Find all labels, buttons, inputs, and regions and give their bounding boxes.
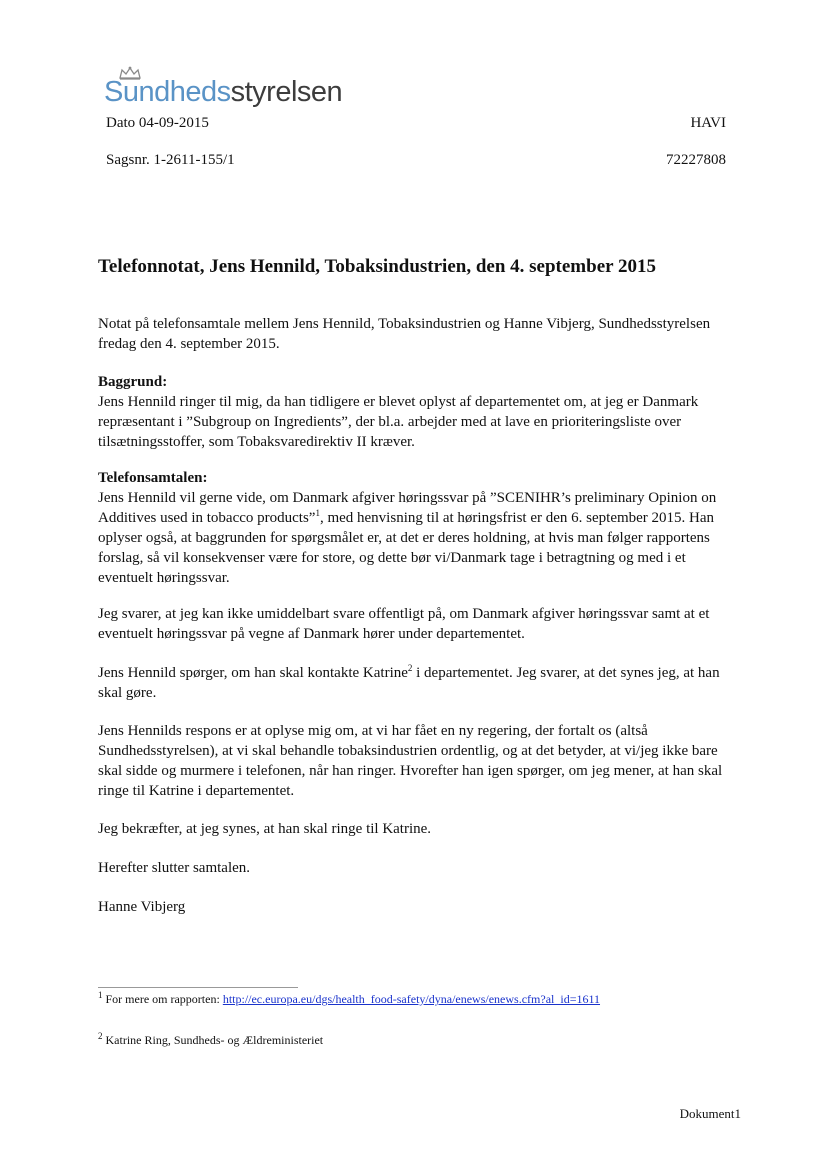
call-paragraph-5: Jeg bekræfter, at jeg synes, at han skal ringe til Katrine. xyxy=(98,821,432,837)
case-number: Sagsnr. 1-2611-155/1 xyxy=(106,152,235,168)
footnote-1-number: 1 xyxy=(98,990,103,1000)
signature: Hanne Vibjerg xyxy=(98,899,186,915)
call-paragraph-4: Jens Hennilds respons er at oplyse mig om, at vi har fået en ny regering, der fortalt os (altså Sundhedsstyrelsen), at vi skal behandle tobaksindustrien ordentlig, og at det betyder, at vi/jeg ikke bare skal sidde og murmere i telefonen, når han ringer. Hvorefter han igen spørger, om jeg mener, at han skal ringe til Katrine i departementet. xyxy=(98,723,723,799)
document-id: 72227808 xyxy=(666,152,726,168)
footnote-2-number: 2 xyxy=(98,1031,103,1041)
call-paragraph-1 xyxy=(98,488,734,588)
call-heading: Telefonsamtalen: xyxy=(98,470,208,486)
document-date: Dato 04-09-2015 xyxy=(106,115,209,131)
background-text: Jens Hennild ringer til mig, da han tidligere er blevet oplyst af departementet om, at jeg er Danmark repræsentant i ”Subgroup on Ingredients”, der bl.a. arbejder med at lave en prioriteringsliste over tilsætningsstoffer, som Tobaksvaredirektiv II kræver. xyxy=(98,394,699,450)
footnote-2 xyxy=(98,1032,323,1048)
logo-text-secondary: styrelsen xyxy=(230,76,343,108)
call-paragraph-3 xyxy=(98,663,734,703)
footnote-1-link[interactable]: http://ec.europa.eu/dgs/health_food-safety/dyna/enews/enews.cfm?al_id=1611 xyxy=(222,992,601,1006)
intro-paragraph xyxy=(98,314,734,354)
logo-text-primary: Sundheds xyxy=(104,76,231,108)
footnote-divider xyxy=(98,987,298,988)
footnote-2-text: Katrine Ring, Sundheds- og Ældreministeriet xyxy=(102,1033,324,1047)
background-heading: Baggrund: xyxy=(98,374,168,390)
footnote-1-text: For mere om rapporten: xyxy=(102,992,223,1006)
footnote-ref-1[interactable]: 1 xyxy=(315,508,320,518)
call-paragraph-6: Herefter slutter samtalen. xyxy=(98,860,251,876)
call-p3-text-b: i departementet. Jeg svarer, at det synes jeg, at han skal gøre. xyxy=(98,665,720,701)
intro-text: Notat på telefonsamtale mellem Jens Hennild, Tobaksindustrien og Hanne Vibjerg, Sundhedsstyrelsen fredag den 4. september 2015. xyxy=(98,316,711,352)
footnote-1 xyxy=(98,991,600,1007)
call-p1-text-b: , med henvisning til at høringsfrist er den 6. september 2015. Han oplyser også, at baggrunden for spørgsmålet er, at det er deres holdning, at hvis man følger rapportens forslag, så vil konsekvenser være for store, og dette bør vi/Danmark tage i betragtning og med i et eventuelt høringssvar. xyxy=(98,510,715,586)
author-initials: HAVI xyxy=(690,115,726,131)
document-label: Dokument1 xyxy=(679,1106,741,1121)
footnote-ref-2[interactable]: 2 xyxy=(407,663,413,673)
call-p3-text-a: Jens Hennild spørger, om han skal kontakte Katrine xyxy=(98,665,408,681)
call-section xyxy=(98,468,734,588)
page-title: Telefonnotat, Jens Hennild, Tobaksindustrien, den 4. september 2015 xyxy=(98,256,656,277)
background-section xyxy=(98,372,734,452)
call-paragraph-2: Jeg svarer, at jeg kan ikke umiddelbart svare offentligt på, om Danmark afgiver høringssvar samt at et eventuelt høringssvar på vegne af Danmark hører under departementet. xyxy=(98,606,710,642)
call-p1-text-a: Jens Hennild vil gerne vide, om Danmark afgiver høringssvar på ”SCENIHR’s preliminary Opinion on Additives used in tobacco products” xyxy=(98,490,717,526)
logo xyxy=(104,66,344,110)
